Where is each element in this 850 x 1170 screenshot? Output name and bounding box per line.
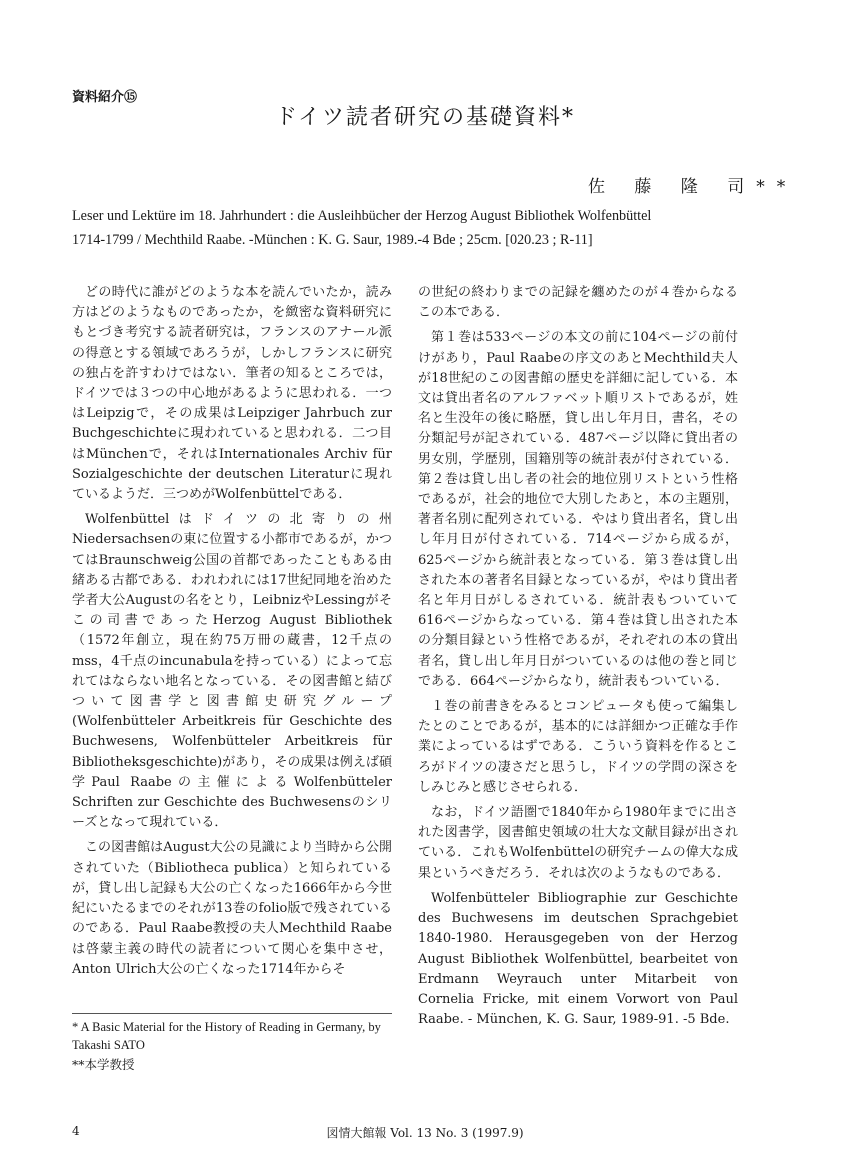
article-title: ドイツ読者研究の基礎資料* — [275, 105, 575, 130]
reference-entry: Wolfenbütteler Bibliographie zur Geschichte des Buchwesens im deutschen Sprachgebiet 1840-1980. Herausgegeben von der Herzog August Bibliothek Wolfenbüttel, bearbeitet von Erdmann Weyrauch unter Mitarbeit von Cornelia Fricke, mit einem Vorwort von Paul Raabe. - München, K. G. Saur, 1989-91. -5 Bde. — [418, 890, 738, 1028]
paragraph: の世紀の終わりまでの記録を纏めたのが４巻からなるこの本である． — [418, 285, 738, 321]
bibliography-line-2: 1714-1799 / Mechthild Raabe. -München : K. G. Saur, 1989.-4 Bde ; 25cm. [020.23 ; R-11] — [72, 232, 593, 248]
paragraph: １巻の前書きをみるとコンピュータも使って編集したとのことであるが，基本的には詳細かつ正確な手作業によっているはずである．こういう資料を作るところがドイツの凄さだと思うし，ドイツの学問の深さをしみじみと感じさせられる． — [418, 699, 738, 795]
paragraph: なお，ドイツ語圏で1840年から1980年までに出された図書学，図書館史領域の壮大な文献目録が出されている．これもWolfenbüttelの研究チームの偉大な成果というべきだろう．それは次のようなものである． — [418, 805, 738, 881]
paragraph: Wolfenbüttelはドイツの北寄りの州Niedersachsenの東に位置する小都市であるが，かつてはBraunschweig公国の首都であったこともある由緒ある古都である．われわれには17世紀同地を治めた学者大公Augustの名をとり，LeibnizやLessingがそこの司書であったHerzog August Bibliothek（1572年創立，現在約75万冊の蔵書，12千点のmss，4千点のincunabulaを持っている）によって忘れてはならない地名となっている．その図書館と結びついて図書学と図書館史研究グループ(Wolfenbütteler Arbeitkreis für Geschichte des Buchwesens, Wolfenbütteler Arbeitkreis für Bibliotheksgeschichte)があり，その成果は例えば碩学Paul Raabeの主催によるWolfenbütteler Schriften zur Geschichte des Buchwesensのシリーズとなって現れている． — [72, 512, 392, 831]
footnote-english-title: * A Basic Material for the History of Reading in Germany, by Takashi SATO — [72, 1020, 381, 1052]
bibliography-line-1: Leser und Lektüre im 18. Jahrhundert : die Ausleihbücher der Herzog August Bibliothek Wolfenbüttel — [72, 208, 652, 224]
paragraph: どの時代に誰がどのような本を読んでいたか，読み方はどのようなものであったか，を緻密な資料研究にもとづき考究する読者研究は，フランスのアナール派の得意とする領域であろうが，しかしフランスに研究の独占を許すわけではない．筆者の知るところでは，ドイツでは３つの中心地があるように思われる．一つはLeipzigで，その成果はLeipziger Jahrbuch zur Buchgeschichteに現われていると思われる．二つ目はMünchenで，それはInternationales Archiv für Sozialgeschichte der deutschen Literaturに現れているようだ．三つめがWolfenbüttelである． — [72, 285, 392, 503]
paragraph: 第１巻は533ページの本文の前に104ページの前付けがあり，Paul Raabeの序文のあとMechthild夫人が18世紀のこの図書館の歴史を詳細に記している．本文は貸出者名のアルファベット順リストであるが，姓名と生没年の後に略歴，貸し出し年月日，書名，その分類記号が記されている．487ページ以降に貸出者の男女別，学歴別，国籍別等の統計表が付されている．第２巻は貸し出し者の社会的地位別リストという性格であるが，社会的地位で大別したあと，本の主題別，著者名別に配列されている．やはり貸出者名，貸し出し年月日が付されている．714ページから成るが，625ページから統計表となっている．第３巻は貸し出された本の著者名目録となっているが，やはり貸出者名と年月日がしるされている．統計表もついていて616ページからなっている．第４巻は貸し出された本の分類目録という性格であるが，それぞれの本の貸出者名，貸し出し年月日がついているのは他の巻と同じである．664ページからなり，統計表もついている． — [418, 330, 738, 689]
journal-footer: 図情大館報 Vol. 13 No. 3 (1997.9) — [326, 1126, 524, 1140]
footnote-author-affiliation: **本学教授 — [72, 1057, 135, 1072]
right-column — [418, 283, 738, 1035]
left-column — [72, 283, 392, 985]
series-label: 資料紹介⑮ — [72, 90, 138, 105]
bibliographic-entry — [72, 204, 752, 252]
author-name: 佐 藤 隆 司** — [588, 177, 798, 197]
paragraph: この図書館はAugust大公の見識により当時から公開されていた（Bibliotheca publica）と知られているが，貸し出し記録も大公の亡くなった1666年から今世紀にいたるまでのそれが13巻のfolio版で残されているのである．Paul Raabe教授の夫人Mechthild Raabeは啓蒙主義の時代の読者について関心を集中させ，Anton Ulrich大公の亡くなった1714年からそ — [72, 840, 392, 977]
footnote-divider — [72, 1013, 392, 1014]
page-number: 4 — [72, 1124, 80, 1138]
